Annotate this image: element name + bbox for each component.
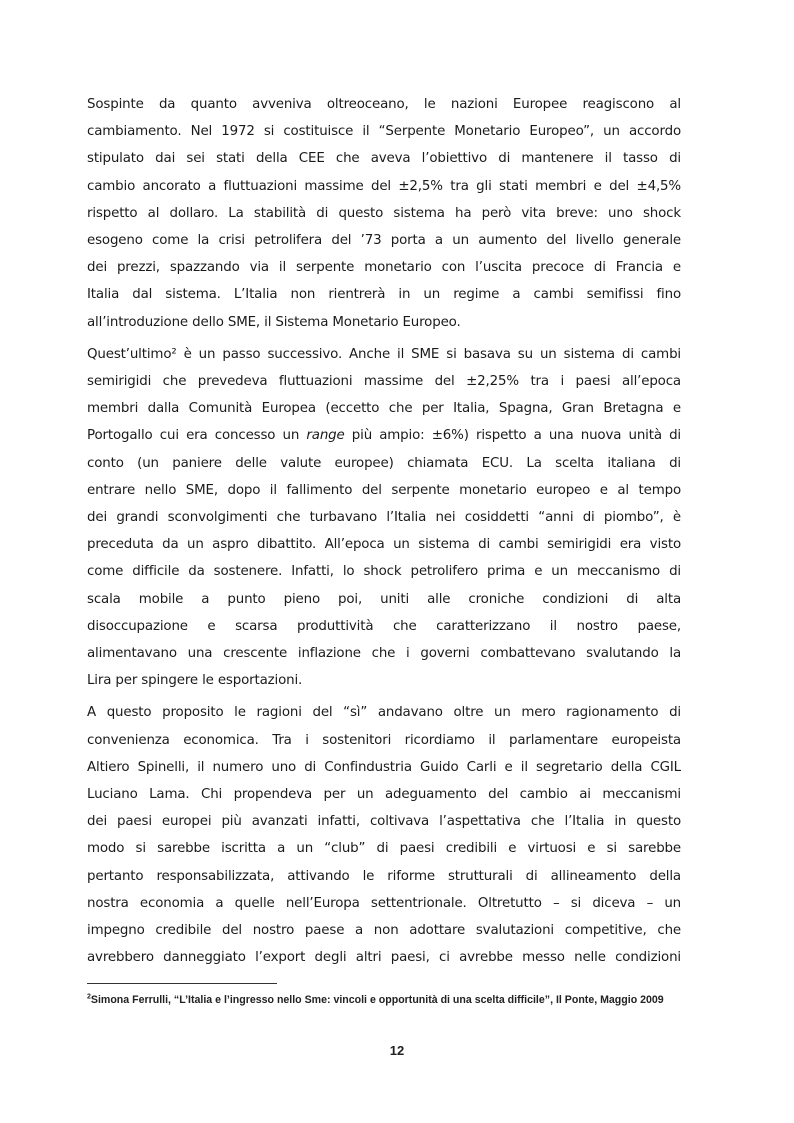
text-line: dei prezzi, spazzando via il serpente monetario con l’uscita precoce di Francia e: [87, 260, 681, 276]
text-line: conto (un paniere delle valute europee) chiamata ECU. La scelta italiana di: [87, 455, 681, 471]
text-line: Quest’ultimo² è un passo successivo. Anche il SME si basava su un sistema di cambi: [87, 346, 681, 362]
text-line: entrare nello SME, dopo il fallimento del serpente monetario europeo e al tempo: [87, 482, 681, 498]
text-line: impegno credibile del nostro paese a non adottare svalutazioni competitive, che: [87, 923, 681, 939]
text-line: Italia dal sistema. L’Italia non rientrerà in un regime a cambi semifissi fino: [87, 287, 681, 303]
footnote-separator: [87, 983, 277, 984]
text-line: avrebbero danneggiato l’export degli altri paesi, ci avrebbe messo nelle condizioni: [87, 950, 681, 966]
page-number: 12: [389, 1043, 405, 1058]
text-line: cambiamento. Nel 1972 si costituisce il “Serpente Monetario Europeo”, un accordo: [87, 124, 681, 140]
text-line: cambio ancorato a fluttuazioni massime del ±2,5% tra gli stati membri e del ±4,5%: [87, 178, 681, 194]
text-line: modo si sarebbe iscritta a un “club” di paesi credibili e virtuosi e si sarebbe: [87, 841, 681, 857]
text-line: Lira per spingere le esportazioni.: [87, 673, 303, 689]
text-line: Portogallo cui era concesso un range più ampio: ±6%) rispetto a una nuova unità di: [87, 428, 681, 444]
paragraph-1: [87, 91, 681, 336]
text-line: convenienza economica. Tra i sostenitori ricordiamo il parlamentare europeista: [87, 732, 681, 748]
text-line: rispetto al dollaro. La stabilità di questo sistema ha però vita breve: uno shock: [87, 205, 681, 221]
text-line: dei grandi sconvolgimenti che turbavano l’Italia nei cosiddetti “anni di piombo”, è: [87, 510, 681, 526]
document-body: [87, 91, 681, 977]
footnote: [87, 992, 681, 1008]
text-line: nostra economia a quelle nell’Europa settentrionale. Oltretutto – si diceva – un: [87, 895, 681, 911]
footnote-text: Simona Ferrulli, “L’Italia e l’ingresso nello Sme: vincoli e opportunità di una scelta difficile”, Il Ponte, Maggio 2009: [90, 994, 664, 1006]
text-line: A questo proposito le ragioni del “sì” andavano oltre un mero ragionamento di: [87, 705, 681, 721]
text-line: membri dalla Comunità Europea (eccetto che per Italia, Spagna, Gran Bretagna e: [87, 401, 681, 417]
paragraph-2: [87, 341, 681, 695]
text-line: semirigidi che prevedeva fluttuazioni massime del ±2,25% tra i paesi all’epoca: [87, 374, 681, 390]
text-line: preceduta da un aspro dibattito. All’epoca un sistema di cambi semirigidi era visto: [87, 537, 681, 553]
text-line: disoccupazione e scarsa produttività che caratterizzano il nostro paese,: [87, 618, 681, 634]
text-line: Luciano Lama. Chi propendeva per un adeguamento del cambio ai meccanismi: [87, 787, 681, 803]
text-line: Altiero Spinelli, il numero uno di Confindustria Guido Carli e il segretario della CGIL: [87, 759, 681, 775]
text-line: all’introduzione dello SME, il Sistema Monetario Europeo.: [87, 314, 461, 330]
text-line: alimentavano una crescente inflazione che i governi combattevano svalutando la: [87, 646, 681, 662]
text-line: pertanto responsabilizzata, attivando le riforme strutturali di allineamento della: [87, 868, 681, 884]
text-line: come difficile da sostenere. Infatti, lo shock petrolifero prima e un meccanismo di: [87, 564, 681, 580]
text-line: esogeno come la crisi petrolifera del ’73 porta a un aumento del livello generale: [87, 233, 681, 249]
text-line: Sospinte da quanto avveniva oltreoceano, le nazioni Europee reagiscono al: [87, 97, 681, 112]
text-line: dei paesi europei più avanzati infatti, coltivava l’aspettativa che l’Italia in questo: [87, 814, 681, 830]
text-line: scala mobile a punto pieno poi, uniti alle croniche condizioni di alta: [87, 591, 681, 607]
text-line: stipulato dai sei stati della CEE che aveva l’obiettivo di mantenere il tasso di: [87, 151, 681, 167]
paragraph-3: [87, 699, 681, 971]
footnote-number: 2: [87, 993, 91, 1001]
